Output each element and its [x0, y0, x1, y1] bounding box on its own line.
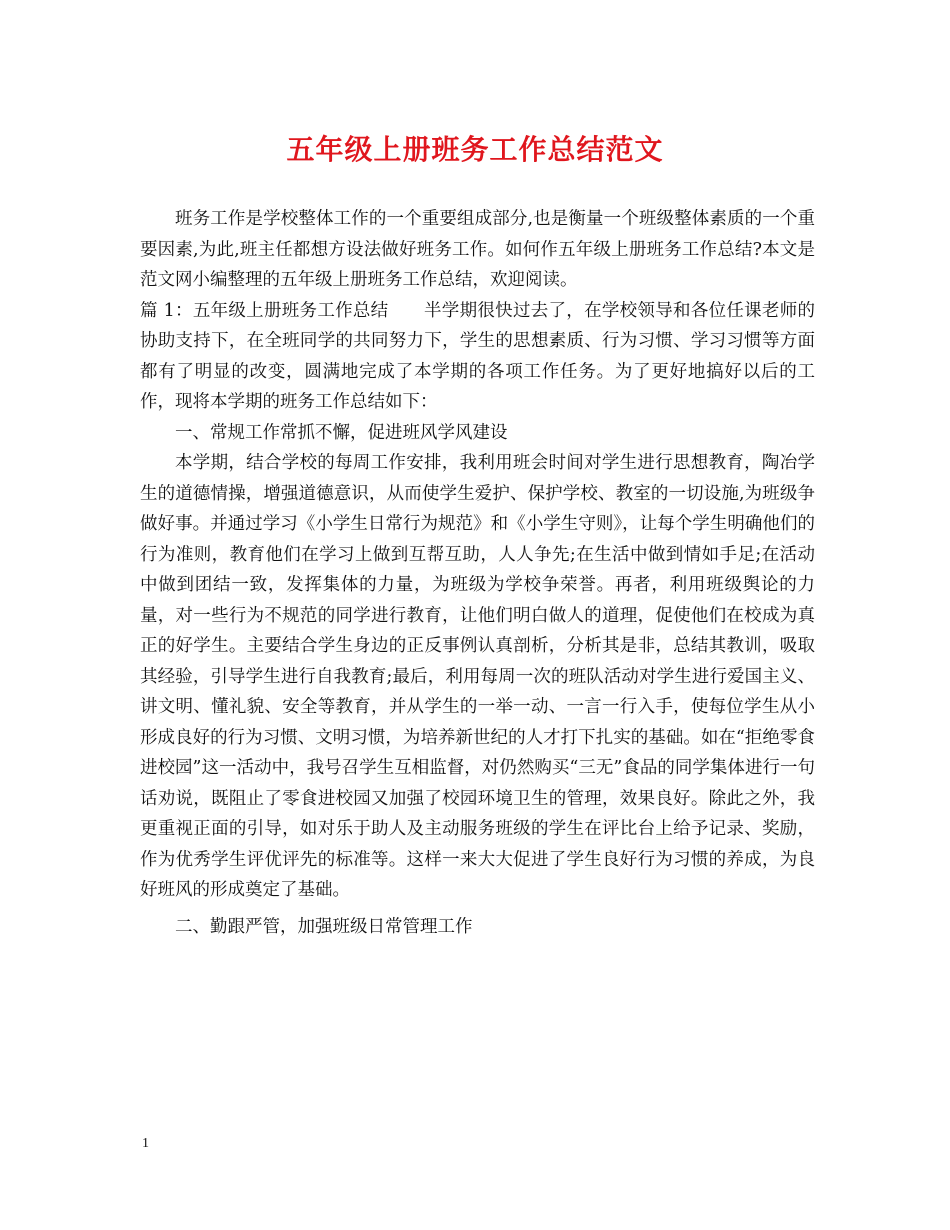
- section-heading-2: 二、勤跟严管，加强班级日常管理工作: [175, 916, 473, 937]
- section1-paragraph: 本学期，结合学校的每周工作安排，我利用班会时间对学生进行思想教育，陶冶学生的道德情操，增强道德意识，从而使学生爱护、保护学校、教室的一切设施,为班级争做好事。并通过学习《小学生日常行为规范》和《小学生守则》，让每个学生明确他们的行为准则，教育他们在学习上做到互帮互助，人人争先;在生活中做到情如手足;在活动中做到团结一致，发挥集体的力量，为班级为学校争荣誉。再者，利用班级舆论的力量，对一些行为不规范的同学进行教育，让他们明白做人的道理，促使他们在校成为真正的好学生。主要结合学生身边的正反事例认真剖析，分析其是非，总结其教训，吸取其经验，引导学生进行自我教育;最后，利用每周一次的班队活动对学生进行爱国主义、讲文明、懂礼貌、安全等教育，并从学生的一举一动、一言一行入手，使每位学生从小形成良好的行为习惯、文明习惯，为培养新世纪的人才打下扎实的基础。如在“拒绝零食进校园”这一活动中，我号召学生互相监督，对仍然购买“三无”食品的同学集体进行一句话劝说，既阻止了零食进校园又加强了校园环境卫生的管理，效果良好。除此之外，我更重视正面的引导，如对乐于助人及主动服务班级的学生在评比台上给予记录、奖励，作为优秀学生评优评先的标准等。这样一来大大促进了学生良好行为习惯的养成，为良好班风的形成奠定了基础。: [140, 453, 815, 900]
- page-number: 1: [142, 1136, 149, 1151]
- section-heading-1: 一、常规工作常抓不懈，促进班风学风建设: [175, 422, 508, 443]
- part1-paragraph: 篇 1：五年级上册班务工作总结 半学期很快过去了，在学校领导和各位任课老师的协助支持下，在全班同学的共同努力下，学生的思想素质、行为习惯、学习习惯等方面都有了明显的改变，圆满地完成了本学期的各项工作任务。为了更好地搞好以后的工作，现将本学期的班务工作总结如下：: [140, 300, 815, 412]
- document-body: [140, 204, 815, 942]
- intro-paragraph: 班务工作是学校整体工作的一个重要组成部分,也是衡量一个班级整体素质的一个重要因素,为此,班主任都想方设法做好班务工作。如何作五年级上册班务工作总结?本文是范文网小编整理的五年级上册班务工作总结，欢迎阅读。: [140, 209, 815, 290]
- document-title: 五年级上册班务工作总结范文: [286, 133, 664, 166]
